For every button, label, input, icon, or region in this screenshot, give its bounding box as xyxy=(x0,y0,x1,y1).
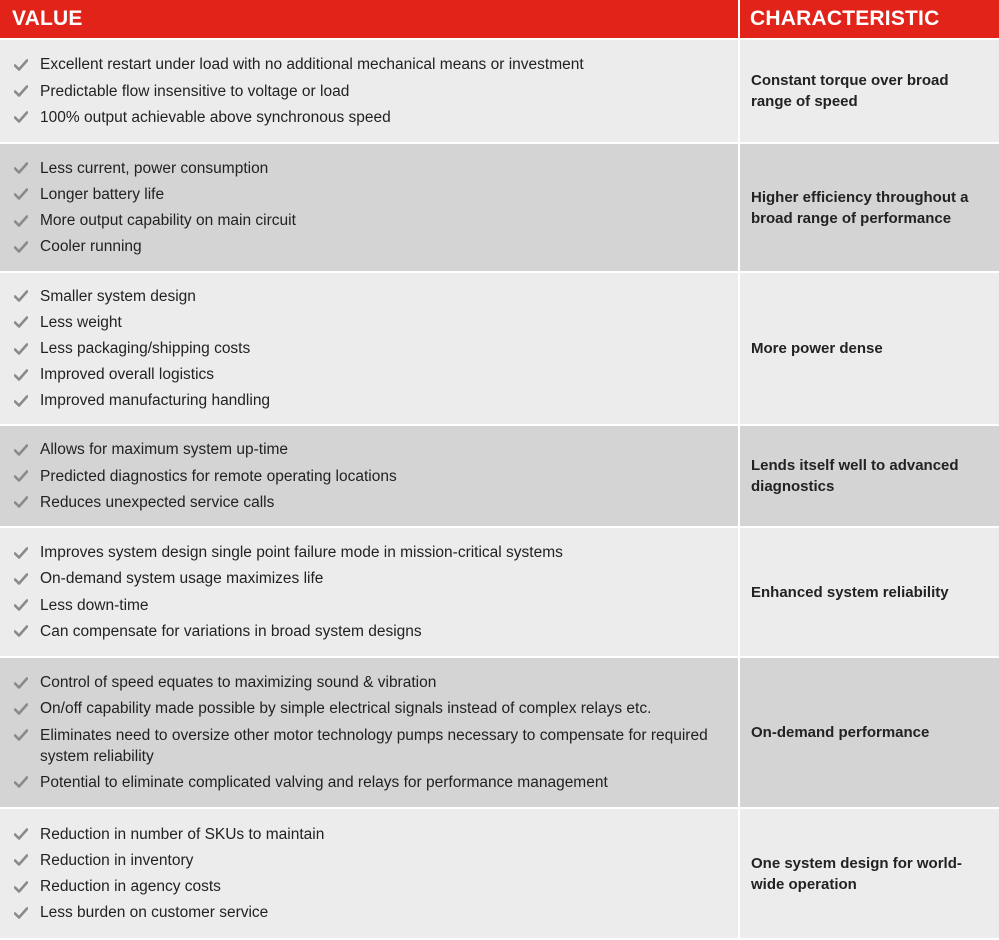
value-item-text: Improved overall logistics xyxy=(40,366,215,384)
value-item-text: Can compensate for variations in broad system designs xyxy=(40,622,422,640)
value-item xyxy=(14,540,738,566)
characteristic-cell: Constant torque over broad range of speed xyxy=(751,72,949,110)
value-item xyxy=(14,670,738,696)
checkmark-icon xyxy=(14,364,40,385)
value-item-text: Control of speed equates to maximizing sound & vibration xyxy=(40,674,437,692)
value-cell xyxy=(0,809,740,938)
checkmark-icon xyxy=(14,439,40,460)
value-item-text: Potential to eliminate complicated valving and relays for performance management xyxy=(40,773,608,791)
checkmark-icon xyxy=(14,850,40,871)
value-item-text: Reduces unexpected service calls xyxy=(40,493,275,511)
value-item xyxy=(14,155,738,181)
checkmark-icon xyxy=(14,772,40,793)
characteristic-cell: One system design for world-wide operation xyxy=(751,854,962,893)
table-header xyxy=(0,0,999,38)
value-item xyxy=(14,874,738,900)
value-item xyxy=(14,335,738,361)
value-item-text: Reduction in number of SKUs to maintain xyxy=(40,825,325,843)
value-column-header: VALUE xyxy=(0,0,740,38)
checkmark-icon xyxy=(14,236,40,257)
value-item-text: Improved manufacturing handling xyxy=(40,392,271,410)
checkmark-icon xyxy=(14,492,40,513)
table-row xyxy=(0,38,999,142)
checkmark-icon xyxy=(14,210,40,231)
characteristic-cell: Lends itself well to advanced diagnostics xyxy=(751,457,959,495)
checkmark-icon xyxy=(14,312,40,333)
value-item-text: Improves system design single point failure mode in mission-critical systems xyxy=(40,544,563,562)
table-row xyxy=(0,424,999,526)
value-item xyxy=(14,463,738,489)
value-item xyxy=(14,78,738,104)
value-item xyxy=(14,722,738,769)
checkmark-icon xyxy=(14,54,40,75)
value-item xyxy=(14,208,738,234)
value-item-text: Allows for maximum system up-time xyxy=(40,441,289,459)
value-cell xyxy=(0,528,740,656)
checkmark-icon xyxy=(14,621,40,642)
value-item xyxy=(14,52,738,78)
value-item xyxy=(14,104,738,130)
checkmark-icon xyxy=(14,824,40,845)
value-item-text: Less burden on customer service xyxy=(40,904,269,922)
value-item-text: Predicted diagnostics for remote operating locations xyxy=(40,467,397,485)
value-item xyxy=(14,362,738,388)
value-item-text: More output capability on main circuit xyxy=(40,212,296,230)
characteristic-cell: More power dense xyxy=(751,340,883,357)
value-item-text: Predictable flow insensitive to voltage or load xyxy=(40,82,350,100)
value-cell xyxy=(0,40,740,142)
value-item xyxy=(14,900,738,926)
checkmark-icon xyxy=(14,338,40,359)
checkmark-icon xyxy=(14,698,40,719)
value-item-text: Excellent restart under load with no additional mechanical means or investment xyxy=(40,56,584,74)
value-item xyxy=(14,283,738,309)
value-item xyxy=(14,489,738,515)
checkmark-icon xyxy=(14,672,40,693)
checkmark-icon xyxy=(14,107,40,128)
value-item xyxy=(14,769,738,795)
value-item-text: On-demand system usage maximizes life xyxy=(40,570,324,588)
table-row xyxy=(0,807,999,938)
characteristic-cell: Enhanced system reliability xyxy=(751,583,949,601)
checkmark-icon xyxy=(14,390,40,411)
characteristic-cell: Higher efficiency throughout a broad range of performance xyxy=(751,188,969,227)
value-item xyxy=(14,566,738,592)
table-row xyxy=(0,142,999,271)
value-item-text: On/off capability made possible by simple electrical signals instead of complex relays etc. xyxy=(40,700,652,718)
value-item-text: Less down-time xyxy=(40,596,149,614)
value-item xyxy=(14,821,738,847)
table-body xyxy=(0,38,999,938)
checkmark-icon xyxy=(14,876,40,897)
value-item-text: Longer battery life xyxy=(40,185,165,203)
checkmark-icon xyxy=(14,725,40,746)
characteristic-column-header: CHARACTERISTIC xyxy=(750,7,940,30)
value-item-text: Reduction in inventory xyxy=(40,851,194,869)
value-item xyxy=(14,437,738,463)
value-item xyxy=(14,618,738,644)
checkmark-icon xyxy=(14,595,40,616)
characteristic-cell: On-demand performance xyxy=(751,724,930,741)
table-row xyxy=(0,656,999,807)
value-item xyxy=(14,696,738,722)
value-item-text: Smaller system design xyxy=(40,287,196,305)
table-row xyxy=(0,271,999,424)
value-item-text: Cooler running xyxy=(40,238,142,256)
value-cell xyxy=(0,144,740,271)
table-row xyxy=(0,526,999,656)
checkmark-icon xyxy=(14,568,40,589)
value-item xyxy=(14,592,738,618)
value-item xyxy=(14,181,738,207)
value-cell xyxy=(0,658,740,807)
value-item-text: Eliminates need to oversize other motor technology pumps necessary to compensate for required system reliability xyxy=(40,726,708,765)
value-item-text: 100% output achievable above synchronous speed xyxy=(40,108,391,126)
checkmark-icon xyxy=(14,184,40,205)
value-item-text: Less weight xyxy=(40,313,122,331)
checkmark-icon xyxy=(14,81,40,102)
value-item-text: Less packaging/shipping costs xyxy=(40,340,251,357)
value-cell xyxy=(0,273,740,424)
value-item xyxy=(14,388,738,414)
checkmark-icon xyxy=(14,542,40,563)
checkmark-icon xyxy=(14,902,40,923)
checkmark-icon xyxy=(14,466,40,487)
value-cell xyxy=(0,426,740,526)
value-item xyxy=(14,309,738,335)
value-item-text: Less current, power consumption xyxy=(40,159,269,177)
value-item xyxy=(14,234,738,260)
checkmark-icon xyxy=(14,286,40,307)
value-item-text: Reduction in agency costs xyxy=(40,878,221,896)
value-item xyxy=(14,847,738,873)
checkmark-icon xyxy=(14,158,40,179)
